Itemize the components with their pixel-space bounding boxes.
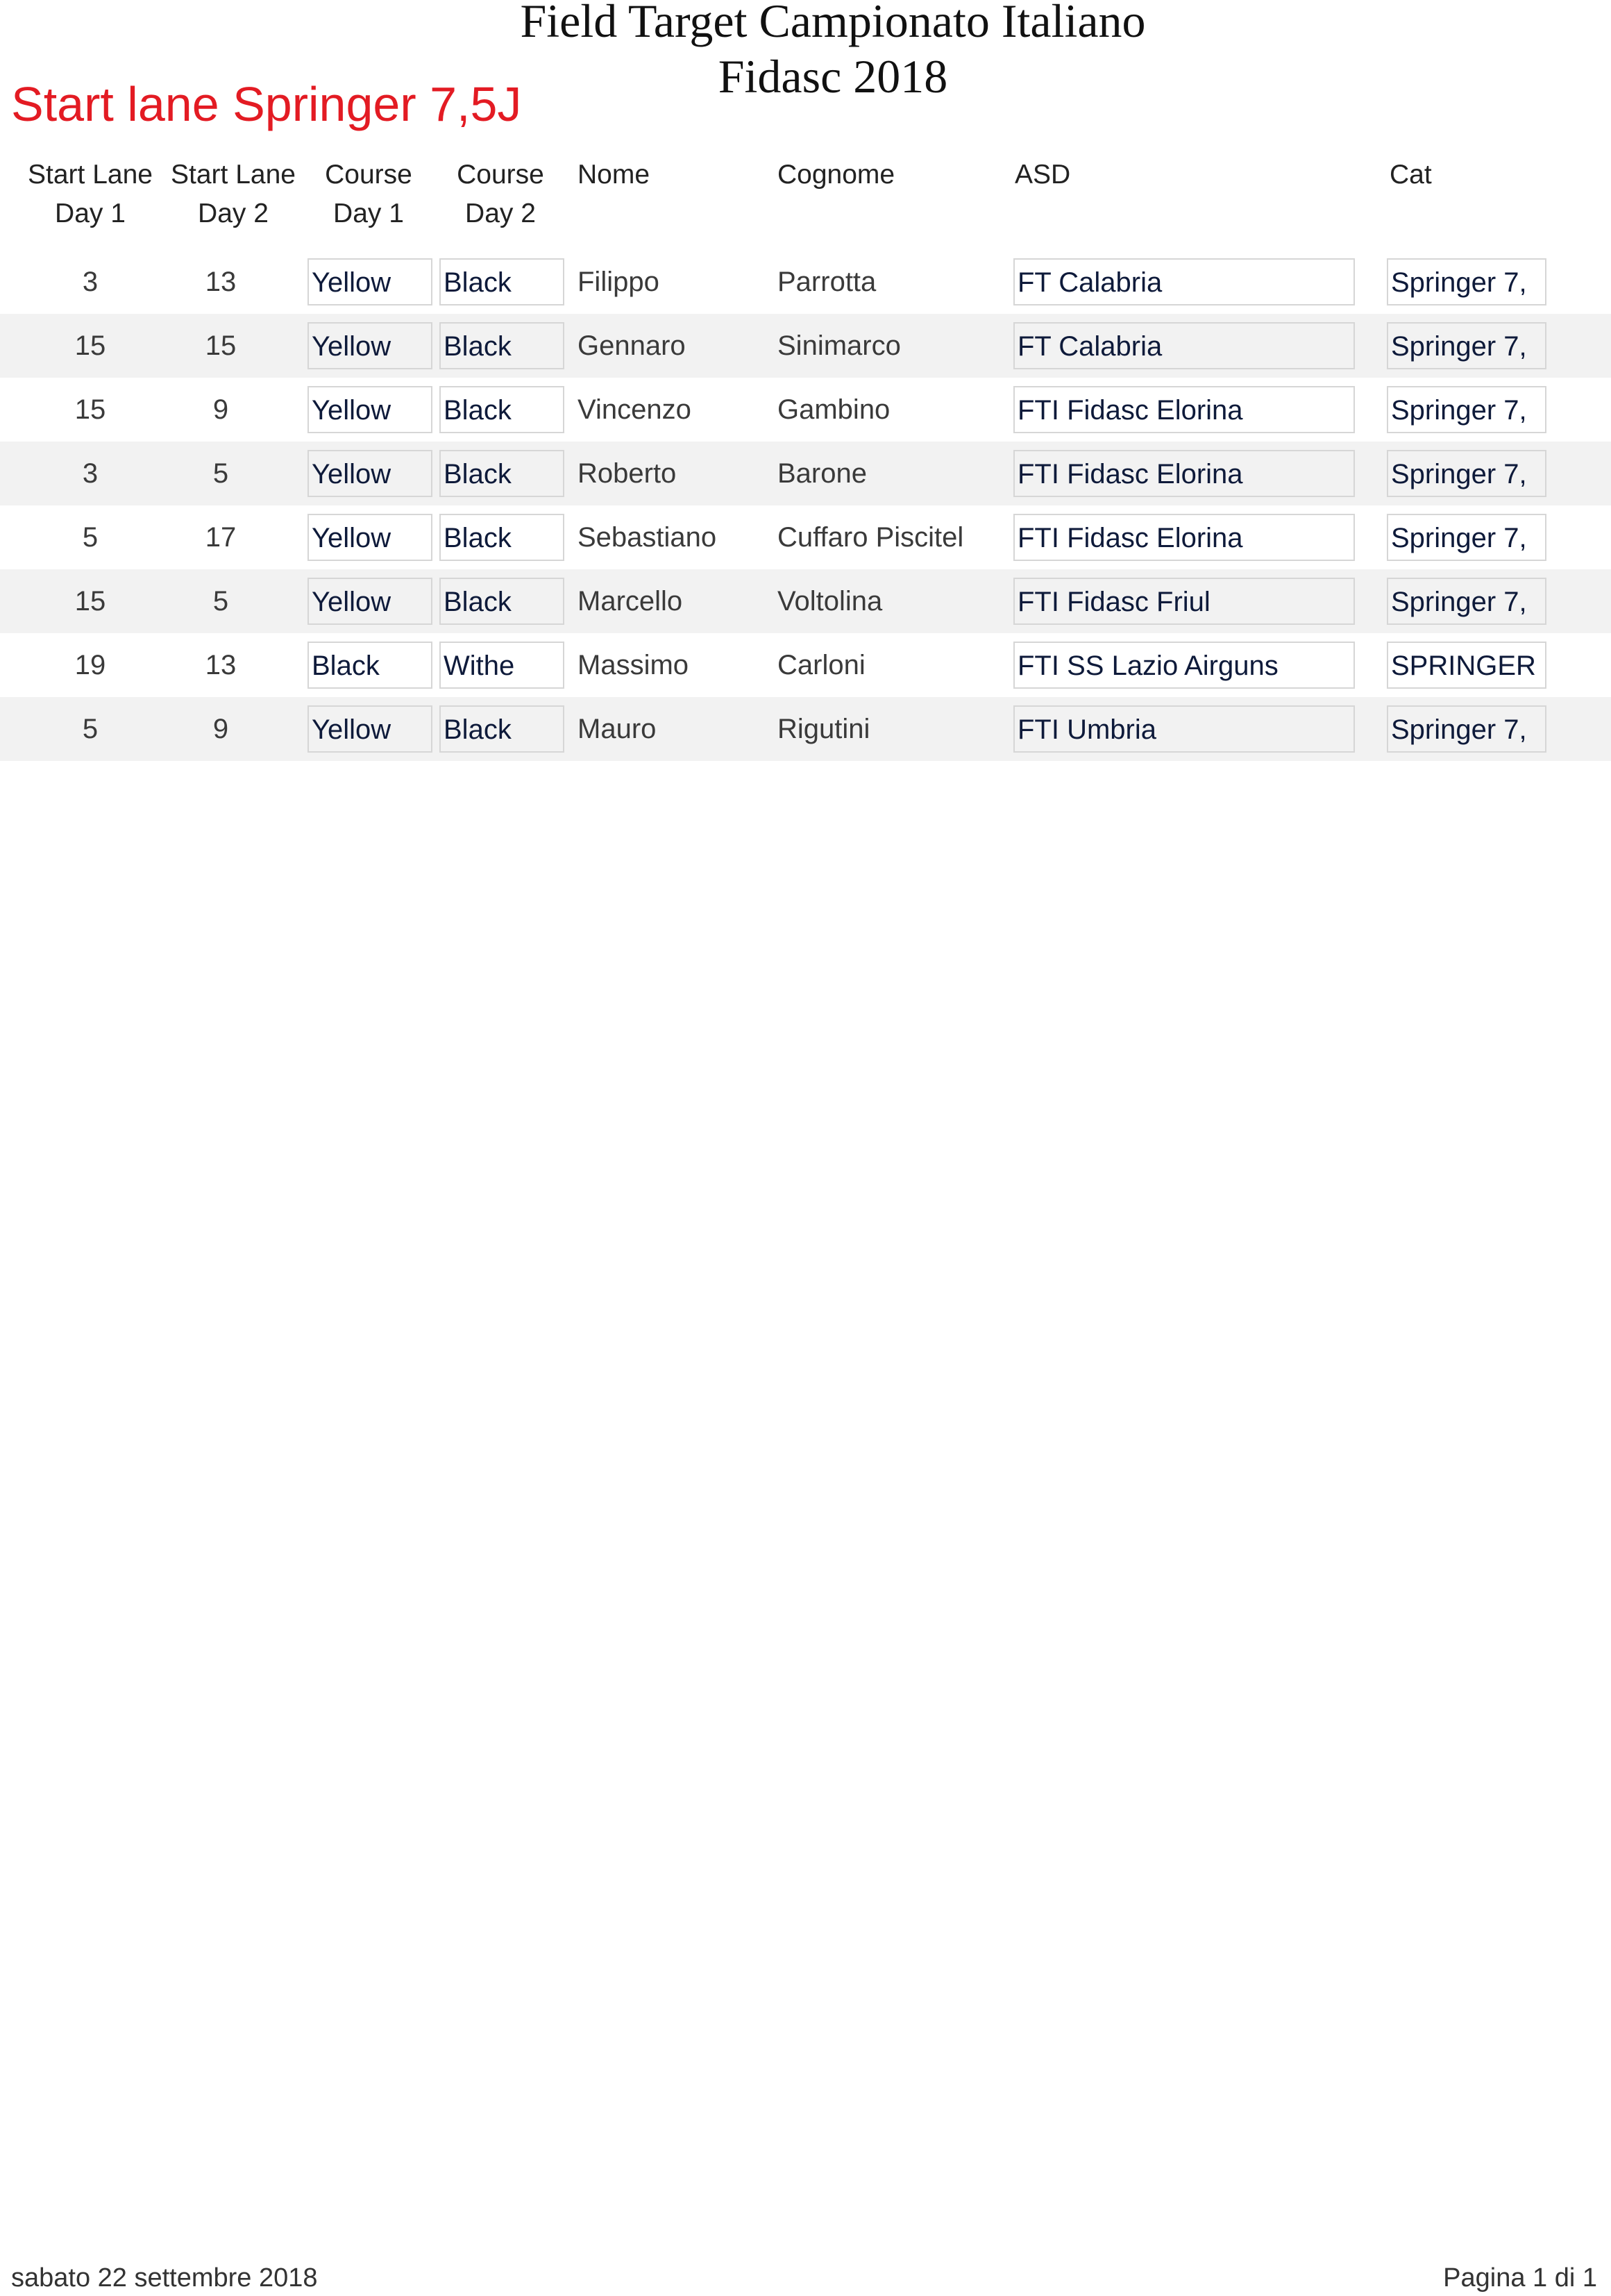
report-title-line2: Fidasc 2018 bbox=[718, 50, 948, 103]
start-lane-day1-cell: 15 bbox=[74, 330, 106, 361]
start-lane-day2-cell: 5 bbox=[212, 586, 229, 617]
report-title-line1: Field Target Campionato Italiano bbox=[520, 0, 1146, 47]
course-day2-field[interactable]: Black bbox=[439, 514, 564, 561]
header-asd: ASD bbox=[1015, 160, 1071, 190]
start-lane-day1-cell: 15 bbox=[74, 394, 106, 425]
nome-cell: Marcello bbox=[577, 586, 683, 617]
cat-field[interactable]: Springer 7, bbox=[1387, 578, 1546, 625]
asd-field[interactable]: FTI Fidasc Elorina bbox=[1013, 450, 1355, 497]
start-lane-day1-cell: 5 bbox=[82, 714, 99, 744]
nome-cell: Filippo bbox=[577, 267, 659, 297]
course-day2-field[interactable]: Black bbox=[439, 322, 564, 369]
header-cognome: Cognome bbox=[777, 160, 895, 190]
start-lane-day2-cell: 17 bbox=[205, 522, 237, 553]
nome-cell: Roberto bbox=[577, 458, 677, 489]
start-lane-day1-cell: 19 bbox=[74, 650, 106, 680]
cognome-cell: Rigutini bbox=[777, 714, 870, 744]
cat-field[interactable]: Springer 7, bbox=[1387, 258, 1546, 305]
footer-date: sabato 22 settembre 2018 bbox=[11, 2263, 318, 2293]
header-course-day1-line1: Course bbox=[325, 160, 412, 190]
asd-field[interactable]: FT Calabria bbox=[1013, 258, 1355, 305]
header-start-lane-day1-line1: Start Lane bbox=[28, 160, 153, 190]
course-day1-field[interactable]: Yellow bbox=[307, 705, 432, 753]
cognome-cell: Cuffaro Piscitel bbox=[777, 522, 964, 553]
course-day1-field[interactable]: Black bbox=[307, 642, 432, 689]
asd-field[interactable]: FT Calabria bbox=[1013, 322, 1355, 369]
asd-field[interactable]: FTI Fidasc Elorina bbox=[1013, 514, 1355, 561]
header-start-lane-day1-line2: Day 1 bbox=[55, 199, 126, 228]
start-lane-day2-cell: 9 bbox=[212, 394, 229, 425]
header-course-day1 bbox=[303, 156, 435, 233]
header-course-day2 bbox=[435, 156, 566, 233]
start-lane-day1-cell: 3 bbox=[82, 267, 99, 297]
table-row bbox=[0, 250, 1611, 314]
table-row bbox=[0, 505, 1611, 569]
cognome-cell: Sinimarco bbox=[777, 330, 901, 361]
cat-field[interactable]: Springer 7, bbox=[1387, 705, 1546, 753]
nome-cell: Gennaro bbox=[577, 330, 686, 361]
course-day2-field[interactable]: Black bbox=[439, 705, 564, 753]
course-day2-field[interactable]: Withe bbox=[439, 642, 564, 689]
course-day2-field[interactable]: Black bbox=[439, 578, 564, 625]
nome-cell: Vincenzo bbox=[577, 394, 691, 425]
header-start-lane-day2-line1: Start Lane bbox=[171, 160, 296, 190]
start-lane-day1-cell: 5 bbox=[82, 522, 99, 553]
course-day1-field[interactable]: Yellow bbox=[307, 578, 432, 625]
asd-field[interactable]: FTI Umbria bbox=[1013, 705, 1355, 753]
course-day2-field[interactable]: Black bbox=[439, 258, 564, 305]
cat-field[interactable]: Springer 7, bbox=[1387, 386, 1546, 433]
course-day1-field[interactable]: Yellow bbox=[307, 322, 432, 369]
cognome-cell: Barone bbox=[777, 458, 867, 489]
footer-page-number: Pagina 1 di 1 bbox=[1443, 2263, 1597, 2293]
header-cat: Cat bbox=[1390, 160, 1432, 190]
header-start-lane-day1 bbox=[14, 156, 167, 233]
start-lane-day1-cell: 3 bbox=[82, 458, 99, 489]
asd-field[interactable]: FTI Fidasc Elorina bbox=[1013, 386, 1355, 433]
table-row bbox=[0, 569, 1611, 633]
cat-field[interactable]: Springer 7, bbox=[1387, 450, 1546, 497]
cognome-cell: Carloni bbox=[777, 650, 866, 680]
header-course-day2-line2: Day 2 bbox=[465, 199, 536, 228]
cat-field[interactable]: Springer 7, bbox=[1387, 514, 1546, 561]
header-start-lane-day2-line2: Day 2 bbox=[198, 199, 269, 228]
course-day2-field[interactable]: Black bbox=[439, 450, 564, 497]
start-lane-day2-cell: 5 bbox=[212, 458, 229, 489]
nome-cell: Mauro bbox=[577, 714, 657, 744]
start-lane-day2-cell: 15 bbox=[205, 330, 237, 361]
cognome-cell: Parrotta bbox=[777, 267, 877, 297]
asd-field[interactable]: FTI SS Lazio Airguns bbox=[1013, 642, 1355, 689]
table-row bbox=[0, 633, 1611, 697]
header-course-day1-line2: Day 1 bbox=[333, 199, 404, 228]
start-lane-day2-cell: 13 bbox=[205, 650, 237, 680]
table-row bbox=[0, 378, 1611, 442]
start-lane-day1-cell: 15 bbox=[74, 586, 106, 617]
header-course-day2-line1: Course bbox=[457, 160, 544, 190]
cat-field[interactable]: Springer 7, bbox=[1387, 322, 1546, 369]
cognome-cell: Gambino bbox=[777, 394, 891, 425]
header-start-lane-day2 bbox=[164, 156, 303, 233]
nome-cell: Massimo bbox=[577, 650, 689, 680]
cat-field[interactable]: SPRINGER bbox=[1387, 642, 1546, 689]
course-day1-field[interactable]: Yellow bbox=[307, 514, 432, 561]
cognome-cell: Voltolina bbox=[777, 586, 883, 617]
course-day1-field[interactable]: Yellow bbox=[307, 386, 432, 433]
start-lane-day2-cell: 13 bbox=[205, 267, 237, 297]
course-day1-field[interactable]: Yellow bbox=[307, 258, 432, 305]
table-row bbox=[0, 697, 1611, 761]
table-row bbox=[0, 314, 1611, 378]
table-row bbox=[0, 442, 1611, 505]
course-day1-field[interactable]: Yellow bbox=[307, 450, 432, 497]
report-subtitle: Start lane Springer 7,5J bbox=[11, 77, 522, 131]
course-day2-field[interactable]: Black bbox=[439, 386, 564, 433]
header-nome: Nome bbox=[577, 160, 650, 190]
asd-field[interactable]: FTI Fidasc Friul bbox=[1013, 578, 1355, 625]
nome-cell: Sebastiano bbox=[577, 522, 717, 553]
start-lane-day2-cell: 9 bbox=[212, 714, 229, 744]
